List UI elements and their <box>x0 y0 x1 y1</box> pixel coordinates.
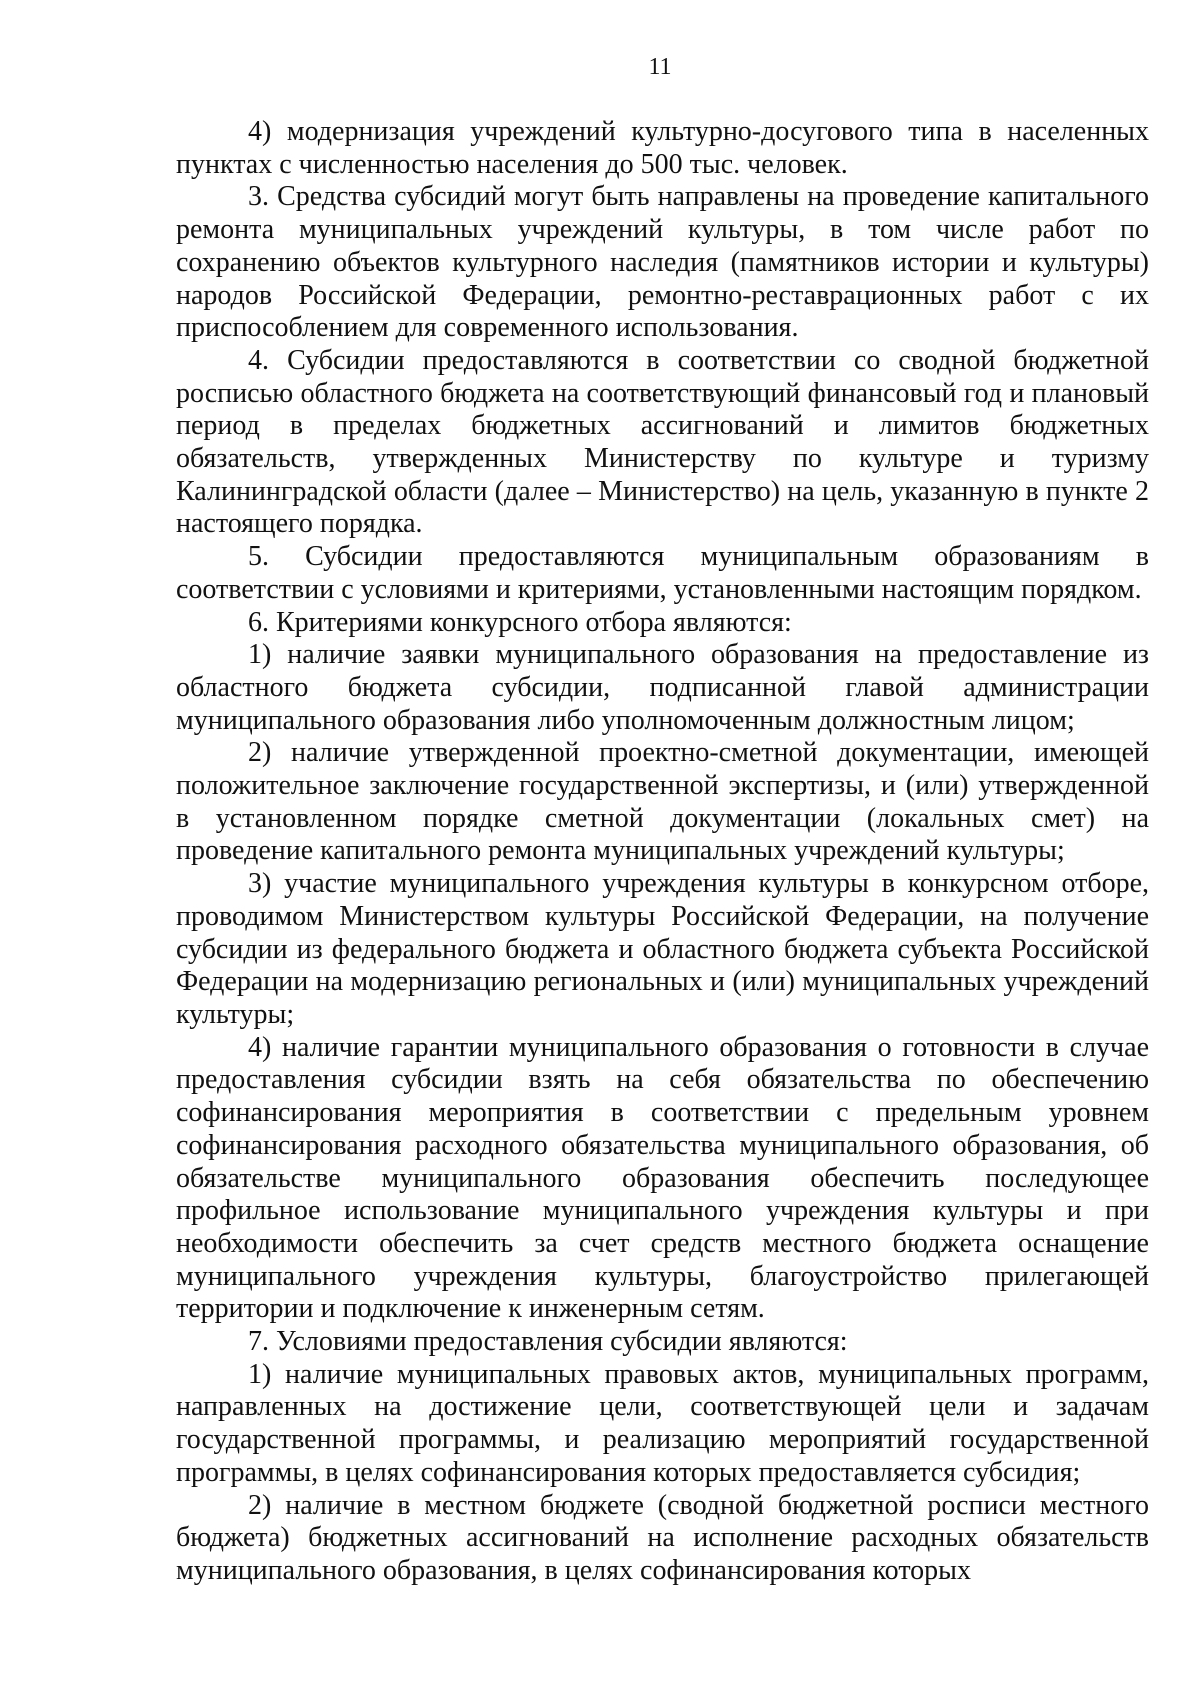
paragraph-section-6-heading: 6. Критериями конкурсного отбора являются: <box>248 606 792 638</box>
page-number: 11 <box>648 54 672 80</box>
paragraph-section-7-heading: 7. Условиями предоставления субсидии являются: <box>248 1326 848 1358</box>
paragraph-section-4: 4. Субсидии предоставляются в соответствии со сводной бюджетной росписью областного бюджета на соответствующий финансовый год и плановый период в пределах бюджетных ассигнований и лимитов бюджетных обязательств, утвержденных Министерству по культуре и туризму Калининградской области (далее – Министерство) на цель, указанную в пункте 2 настоящего порядка. <box>176 344 1149 540</box>
paragraph-section-5: 5. Субсидии предоставляются муниципальным образованиям в соответствии с условиями и критериями, установленными настоящим порядком. <box>176 541 1149 605</box>
paragraph-section-3: 3. Средства субсидий могут быть направлены на проведение капитального ремонта муниципальных учреждений культуры, в том числе работ по сохранению объектов культурного наследия (памятников истории и культуры) народов Российской Федерации, ремонтно-реставрационных работ с их приспособлением для современного использования. <box>176 181 1149 344</box>
paragraph-conditions-item-2: 2) наличие в местном бюджете (сводной бюджетной росписи местного бюджета) бюджетных ассигнований на исполнение расходных обязательств муниципального образования, в целях софинансирования которых <box>176 1489 1149 1586</box>
paragraph-criteria-item-3: 3) участие муниципального учреждения культуры в конкурсном отборе, проводимом Министерством культуры Российской Федерации, на получение субсидии из федерального бюджета и областного бюджета субъекта Российской Федерации на модернизацию региональных и (или) муниципальных учреждений культуры; <box>176 868 1149 1030</box>
paragraph-conditions-item-1: 1) наличие муниципальных правовых актов, муниципальных программ, направленных на достижение цели, соответствующей цели и задачам государственной программы, и реализацию мероприятий государственной программы, в целях софинансирования которых предоставляется субсидия; <box>176 1358 1149 1488</box>
paragraph-criteria-item-1: 1) наличие заявки муниципального образования на предоставление из областного бюджета субсидии, подписанной главой администрации муниципального образования либо уполномоченным должностным лицом; <box>176 639 1149 736</box>
paragraph-modernization-item-4: 4) модернизация учреждений культурно-досугового типа в населенных пунктах с численностью населения до 500 тыс. человек. <box>176 116 1149 180</box>
paragraph-criteria-item-4: 4) наличие гарантии муниципального образования о готовности в случае предоставления субсидии взять на себя обязательства по обеспечению софинансирования мероприятия в соответствии с предельным уровнем софинансирования расходного обязательства муниципального образования, об обязательстве муниципального образования обеспечить последующее профильное использование муниципального учреждения культуры и при необходимости обеспечить за счет средств местного бюджета оснащение муниципального учреждения культуры, благоустройство прилегающей территории и подключение к инженерным сетям. <box>176 1031 1149 1325</box>
document-body <box>176 116 1149 1588</box>
paragraph-criteria-item-2: 2) наличие утвержденной проектно-сметной документации, имеющей положительное заключение государственной экспертизы, и (или) утвержденной в установленном порядке сметной документации (локальных смет) на проведение капитального ремонта муниципальных учреждений культуры; <box>176 737 1149 867</box>
